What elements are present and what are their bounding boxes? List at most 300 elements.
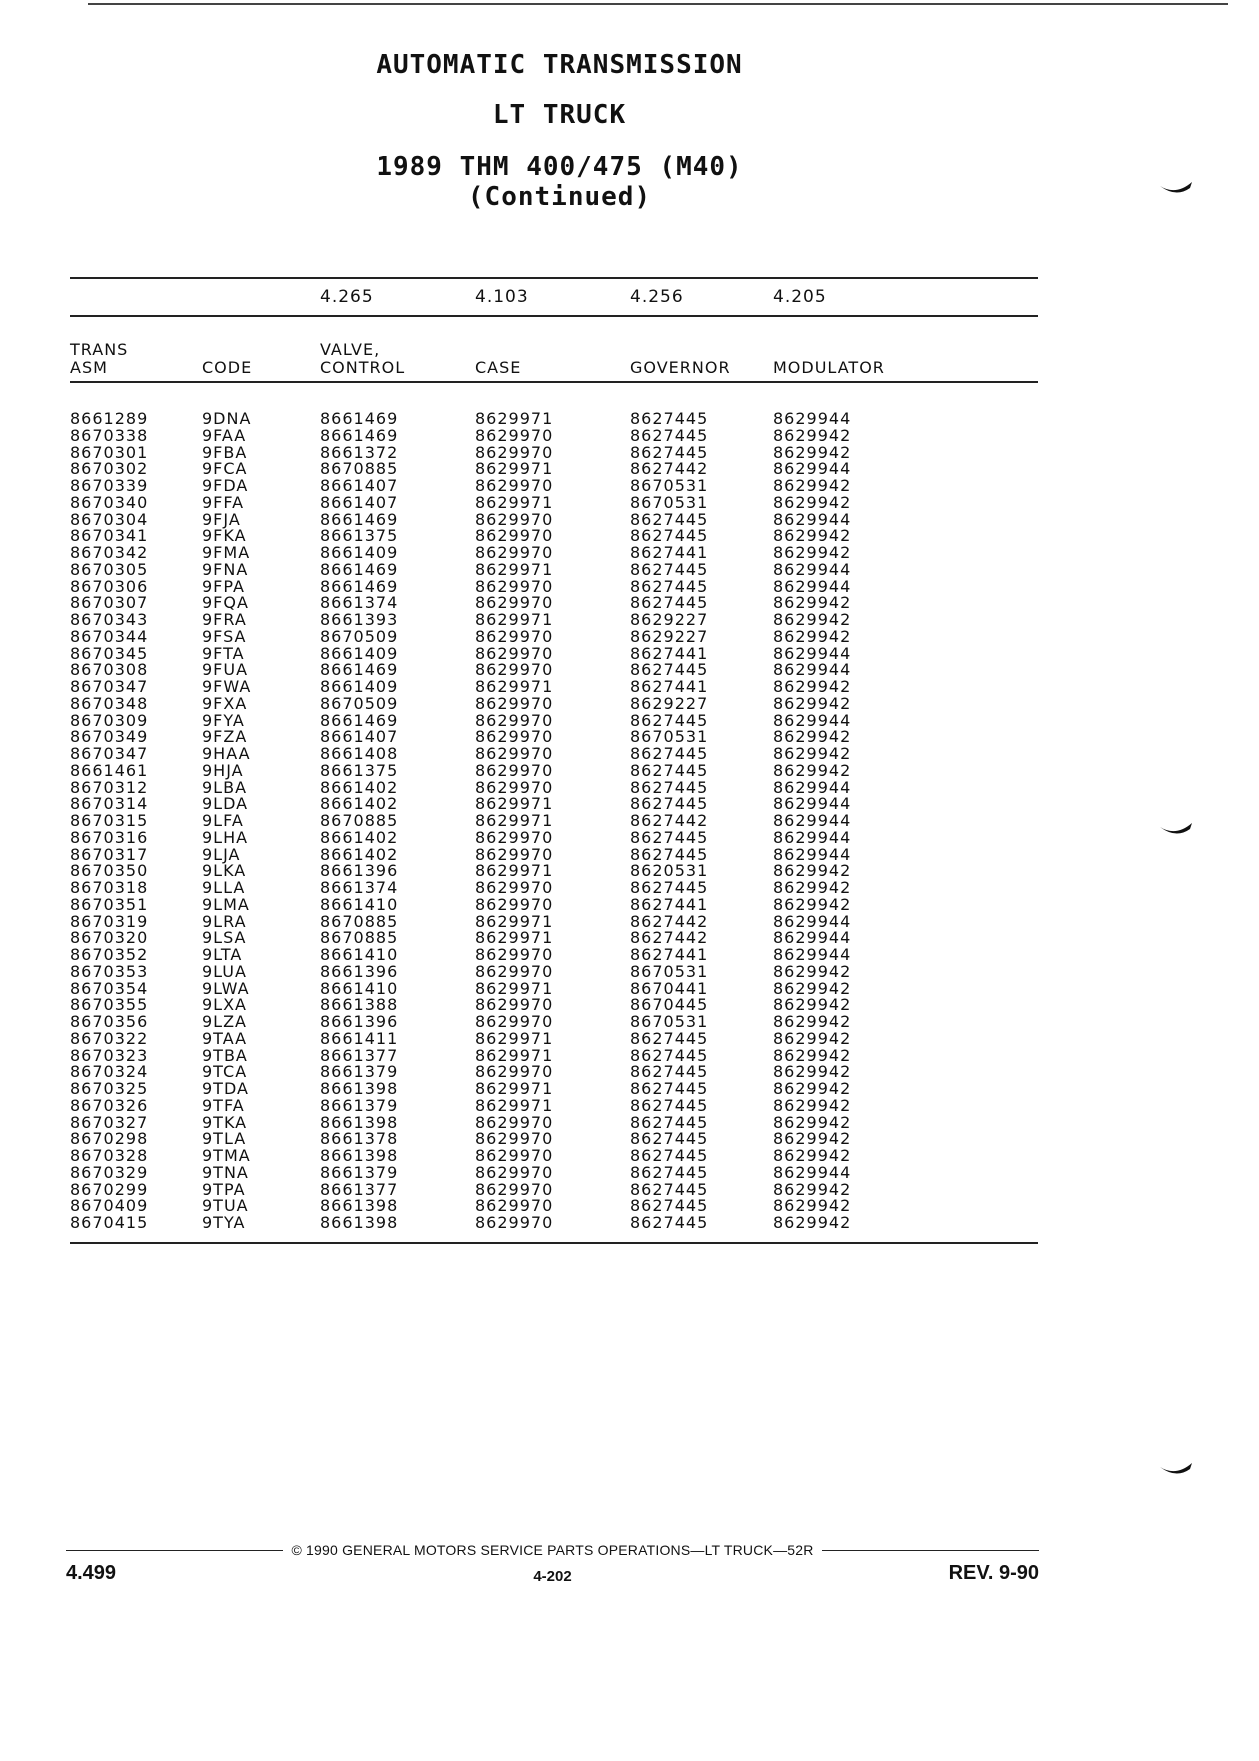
cell-case: 8629970	[475, 995, 554, 1015]
cell-governor: 8670531	[630, 961, 709, 981]
cell-valve-control: 8661410	[320, 978, 399, 998]
cell-valve-control: 8661375	[320, 526, 399, 546]
cell-modulator: 8629942	[773, 1045, 852, 1065]
cell-code: 9LRA	[202, 911, 247, 931]
cell-valve-control: 8661402	[320, 794, 399, 814]
cell-governor: 8627445	[630, 1213, 709, 1232]
cell-valve-control: 8670885	[320, 459, 399, 479]
cell-case: 8629970	[475, 894, 554, 914]
cell-trans-asm: 8670314	[70, 794, 149, 814]
cell-governor: 8627445	[630, 1146, 709, 1165]
cell-governor: 8627445	[630, 1079, 709, 1098]
cell-code: 9FUA	[202, 660, 249, 680]
cell-valve-control: 8670885	[320, 811, 399, 830]
cell-trans-asm: 8661289	[70, 409, 149, 428]
cell-modulator: 8629944	[773, 509, 852, 529]
cell-valve-control: 8661396	[320, 1012, 399, 1031]
cell-modulator: 8629944	[773, 459, 852, 479]
cell-case: 8629971	[475, 861, 554, 881]
cell-code: 9TAA	[202, 1028, 248, 1048]
cell-governor: 8627445	[630, 1129, 709, 1149]
cell-governor: 8627445	[630, 777, 709, 797]
cell-code: 9LUA	[202, 961, 247, 981]
cell-trans-asm: 8670316	[70, 827, 149, 847]
cell-valve-control: 8661408	[320, 744, 399, 763]
cell-valve-control: 8661407	[320, 727, 399, 747]
section-modulator: 4.205	[773, 287, 827, 307]
cell-modulator: 8629942	[773, 610, 852, 629]
cell-governor: 8627445	[630, 576, 709, 596]
cell-modulator: 8629942	[773, 1196, 852, 1216]
cell-valve-control: 8661393	[320, 610, 399, 629]
cell-trans-asm: 8670350	[70, 861, 149, 881]
cell-modulator: 8629942	[773, 961, 852, 981]
cell-code: 9FSA	[202, 626, 247, 646]
cell-code: 9FRA	[202, 610, 247, 629]
cell-code: 9LHA	[202, 827, 249, 847]
cell-valve-control: 8661469	[320, 576, 399, 596]
cell-code: 9TFA	[202, 1095, 245, 1115]
header-trans-asm: TRANS ASM	[70, 340, 129, 377]
cell-modulator: 8629942	[773, 476, 852, 495]
cell-valve-control: 8661469	[320, 660, 399, 680]
cell-case: 8629970	[475, 777, 554, 797]
cell-valve-control: 8661374	[320, 878, 399, 897]
cell-code: 9DNA	[202, 409, 252, 428]
cell-governor: 8670531	[630, 727, 709, 747]
cell-valve-control: 8661398	[320, 1196, 399, 1216]
cell-trans-asm: 8670409	[70, 1196, 149, 1216]
cell-code: 9TDA	[202, 1079, 249, 1098]
cell-modulator: 8629942	[773, 995, 852, 1015]
cell-trans-asm: 8670326	[70, 1095, 149, 1115]
cell-modulator: 8629942	[773, 727, 852, 747]
cell-case: 8629971	[475, 409, 554, 428]
cell-governor: 8627441	[630, 643, 709, 663]
cell-trans-asm: 8670353	[70, 961, 149, 981]
cell-governor: 8670531	[630, 476, 709, 495]
cell-governor: 8627442	[630, 811, 709, 830]
cell-modulator: 8629942	[773, 492, 852, 512]
cell-valve-control: 8661407	[320, 492, 399, 512]
cell-code: 9TLA	[202, 1129, 247, 1149]
cell-case: 8629971	[475, 610, 554, 629]
cell-modulator: 8629942	[773, 1129, 852, 1149]
cell-trans-asm: 8670339	[70, 476, 149, 495]
cell-case: 8629970	[475, 844, 554, 864]
cell-governor: 8629227	[630, 610, 709, 629]
cell-governor: 8627442	[630, 459, 709, 479]
table-row	[70, 1028, 1038, 1048]
cell-trans-asm: 8670308	[70, 660, 149, 680]
cell-case: 8629971	[475, 492, 554, 512]
cell-valve-control: 8661375	[320, 760, 399, 780]
cell-governor: 8627445	[630, 559, 709, 579]
cell-code: 9HJA	[202, 760, 244, 780]
cell-modulator: 8629942	[773, 978, 852, 998]
section-valve: 4.265	[320, 287, 374, 307]
cell-valve-control: 8661469	[320, 425, 399, 445]
table-row	[70, 693, 1038, 713]
cell-valve-control: 8661407	[320, 476, 399, 495]
cell-governor: 8627445	[630, 827, 709, 847]
cell-governor: 8627445	[630, 794, 709, 814]
cell-valve-control: 8661409	[320, 543, 399, 562]
cell-trans-asm: 8670306	[70, 576, 149, 596]
header-governor: GOVERNOR	[630, 358, 731, 377]
cell-case: 8629971	[475, 559, 554, 579]
cell-code: 9LSA	[202, 928, 247, 948]
cell-governor: 8627445	[630, 744, 709, 763]
cell-governor: 8627445	[630, 710, 709, 730]
section-governor: 4.256	[630, 287, 684, 307]
cell-modulator: 8629942	[773, 442, 852, 462]
cell-code: 9LTA	[202, 945, 243, 964]
binder-mark-icon	[1160, 182, 1192, 196]
cell-governor: 8629227	[630, 626, 709, 646]
cell-code: 9HAA	[202, 744, 251, 763]
cell-governor: 8627445	[630, 660, 709, 680]
table-row	[70, 760, 1038, 780]
cell-valve-control: 8661379	[320, 1062, 399, 1082]
cell-trans-asm: 8670315	[70, 811, 149, 830]
cell-code: 9FFA	[202, 492, 245, 512]
cell-code: 9TYA	[202, 1213, 246, 1232]
cell-case: 8629970	[475, 1146, 554, 1165]
section-number-row	[70, 279, 1038, 315]
cell-case: 8629970	[475, 1162, 554, 1182]
cell-modulator: 8629944	[773, 811, 852, 830]
column-header-row	[70, 317, 1038, 381]
cell-code: 9FAA	[202, 425, 247, 445]
cell-case: 8629970	[475, 1012, 554, 1031]
cell-governor: 8627445	[630, 1045, 709, 1065]
cell-trans-asm: 8670415	[70, 1213, 149, 1232]
cell-code: 9LMA	[202, 894, 250, 914]
cell-trans-asm: 8670323	[70, 1045, 149, 1065]
cell-trans-asm: 8670356	[70, 1012, 149, 1031]
cell-valve-control: 8661398	[320, 1146, 399, 1165]
cell-governor: 8627445	[630, 1112, 709, 1132]
cell-governor: 8627445	[630, 593, 709, 613]
cell-code: 9FJA	[202, 509, 241, 529]
cell-case: 8629971	[475, 677, 554, 696]
cell-governor: 8627445	[630, 878, 709, 897]
cell-case: 8629970	[475, 576, 554, 596]
table-row	[70, 1162, 1038, 1182]
cell-valve-control: 8661411	[320, 1028, 399, 1048]
cell-case: 8629970	[475, 660, 554, 680]
title-lt-truck: LT TRUCK	[492, 100, 627, 130]
header-modulator: MODULATOR	[773, 358, 885, 377]
cell-modulator: 8629942	[773, 1179, 852, 1199]
table-bottom-rule	[70, 1242, 1038, 1244]
cell-valve-control: 8661469	[320, 509, 399, 529]
cell-valve-control: 8661378	[320, 1129, 399, 1149]
cell-trans-asm: 8670302	[70, 459, 149, 479]
cell-modulator: 8629942	[773, 861, 852, 881]
cell-case: 8629970	[475, 744, 554, 763]
cell-modulator: 8629944	[773, 643, 852, 663]
cell-trans-asm: 8661461	[70, 760, 149, 780]
table-body	[70, 383, 1038, 1242]
cell-case: 8629970	[475, 760, 554, 780]
top-edge-rule	[88, 3, 1228, 5]
cell-case: 8629970	[475, 1196, 554, 1216]
cell-code: 9TBA	[202, 1045, 248, 1065]
cell-trans-asm: 8670322	[70, 1028, 149, 1048]
cell-governor: 8627445	[630, 1196, 709, 1216]
cell-trans-asm: 8670340	[70, 492, 149, 512]
cell-case: 8629970	[475, 827, 554, 847]
cell-governor: 8627445	[630, 442, 709, 462]
cell-modulator: 8629944	[773, 794, 852, 814]
cell-governor: 8670445	[630, 995, 709, 1015]
cell-case: 8629970	[475, 526, 554, 546]
cell-case: 8629971	[475, 1045, 554, 1065]
cell-governor: 8627445	[630, 1162, 709, 1182]
title-continued-line: (Continued)	[467, 182, 652, 212]
cell-governor: 8627445	[630, 1179, 709, 1199]
cell-trans-asm: 8670309	[70, 710, 149, 730]
cell-governor: 8627445	[630, 760, 709, 780]
cell-modulator: 8629944	[773, 660, 852, 680]
cell-modulator: 8629944	[773, 911, 852, 931]
cell-code: 9TUA	[202, 1196, 249, 1216]
cell-modulator: 8629944	[773, 844, 852, 864]
cell-code: 9TCA	[202, 1062, 248, 1082]
cell-modulator: 8629944	[773, 559, 852, 579]
cell-governor: 8627445	[630, 1028, 709, 1048]
cell-modulator: 8629942	[773, 526, 852, 546]
cell-modulator: 8629944	[773, 945, 852, 964]
cell-valve-control: 8661377	[320, 1045, 399, 1065]
cell-case: 8629971	[475, 794, 554, 814]
cell-trans-asm: 8670347	[70, 677, 149, 696]
cell-valve-control: 8661402	[320, 827, 399, 847]
footer-rule-right	[822, 1550, 1039, 1551]
cell-code: 9TNA	[202, 1162, 249, 1182]
cell-code: 9FMA	[202, 543, 251, 562]
table-row	[70, 626, 1038, 646]
cell-modulator: 8629942	[773, 1079, 852, 1098]
cell-case: 8629970	[475, 425, 554, 445]
cell-case: 8629971	[475, 459, 554, 479]
title-automatic-transmission: AUTOMATIC TRANSMISSION	[376, 50, 743, 80]
cell-valve-control: 8661402	[320, 844, 399, 864]
cell-governor: 8627445	[630, 526, 709, 546]
binder-mark-icon	[1160, 1463, 1192, 1477]
cell-code: 9TKA	[202, 1112, 248, 1132]
cell-trans-asm: 8670349	[70, 727, 149, 747]
cell-modulator: 8629944	[773, 777, 852, 797]
cell-modulator: 8629944	[773, 710, 852, 730]
cell-governor: 8670531	[630, 492, 709, 512]
cell-modulator: 8629942	[773, 626, 852, 646]
cell-valve-control: 8670509	[320, 626, 399, 646]
cell-trans-asm: 8670305	[70, 559, 149, 579]
cell-case: 8629970	[475, 1112, 554, 1132]
cell-governor: 8627445	[630, 509, 709, 529]
header-valve-control: VALVE, CONTROL	[320, 340, 406, 377]
cell-valve-control: 8661398	[320, 1112, 399, 1132]
cell-case: 8629970	[475, 878, 554, 897]
cell-case: 8629971	[475, 1028, 554, 1048]
cell-valve-control: 8661398	[320, 1213, 399, 1232]
cell-case: 8629970	[475, 1213, 554, 1232]
cell-valve-control: 8661409	[320, 643, 399, 663]
cell-code: 9TMA	[202, 1146, 251, 1165]
cell-trans-asm: 8670329	[70, 1162, 149, 1182]
cell-trans-asm: 8670355	[70, 995, 149, 1015]
cell-code: 9FPA	[202, 576, 245, 596]
cell-modulator: 8629944	[773, 827, 852, 847]
cell-valve-control: 8670509	[320, 693, 399, 713]
cell-case: 8629970	[475, 1179, 554, 1199]
cell-code: 9LJA	[202, 844, 241, 864]
cell-trans-asm: 8670301	[70, 442, 149, 462]
cell-code: 9FBA	[202, 442, 248, 462]
cell-case: 8629970	[475, 442, 554, 462]
cell-case: 8629970	[475, 543, 554, 562]
cell-trans-asm: 8670304	[70, 509, 149, 529]
section-page-number: 4.499	[66, 1562, 117, 1584]
cell-code: 9LDA	[202, 794, 249, 814]
cell-trans-asm: 8670299	[70, 1179, 149, 1199]
cell-modulator: 8629942	[773, 1095, 852, 1115]
cell-valve-control: 8670885	[320, 911, 399, 931]
cell-trans-asm: 8670354	[70, 978, 149, 998]
cell-case: 8629971	[475, 928, 554, 948]
cell-valve-control: 8661410	[320, 945, 399, 964]
parts-table	[70, 277, 1038, 1244]
cell-modulator: 8629942	[773, 1012, 852, 1031]
cell-modulator: 8629942	[773, 693, 852, 713]
cell-modulator: 8629942	[773, 543, 852, 562]
section-case: 4.103	[475, 287, 529, 307]
cell-valve-control: 8661409	[320, 677, 399, 696]
header-case: CASE	[475, 358, 522, 377]
cell-code: 9LZA	[202, 1012, 247, 1031]
cell-trans-asm: 8670325	[70, 1079, 149, 1098]
cell-case: 8629970	[475, 961, 554, 981]
table-row	[70, 1215, 1038, 1232]
cell-code: 9FYA	[202, 710, 245, 730]
cell-governor: 8627445	[630, 409, 709, 428]
cell-modulator: 8629942	[773, 1213, 852, 1232]
cell-modulator: 8629942	[773, 593, 852, 613]
cell-valve-control: 8661410	[320, 894, 399, 914]
cell-case: 8629970	[475, 727, 554, 747]
cell-governor: 8670441	[630, 978, 709, 998]
cell-trans-asm: 8670327	[70, 1112, 149, 1132]
cell-modulator: 8629944	[773, 409, 852, 428]
cell-code: 9FXA	[202, 693, 248, 713]
cell-code: 9FCA	[202, 459, 248, 479]
cell-case: 8629970	[475, 626, 554, 646]
cell-trans-asm: 8670338	[70, 425, 149, 445]
cell-governor: 8627441	[630, 677, 709, 696]
cell-modulator: 8629942	[773, 677, 852, 696]
cell-trans-asm: 8670317	[70, 844, 149, 864]
cell-case: 8629970	[475, 476, 554, 495]
cell-modulator: 8629944	[773, 1162, 852, 1182]
cell-trans-asm: 8670319	[70, 911, 149, 931]
title-model-line: 1989 THM 400/475 (M40)	[376, 152, 743, 182]
cell-modulator: 8629942	[773, 744, 852, 763]
table-row	[70, 827, 1038, 847]
cell-trans-asm: 8670351	[70, 894, 149, 914]
cell-case: 8629970	[475, 693, 554, 713]
cell-code: 9LWA	[202, 978, 250, 998]
cell-valve-control: 8661398	[320, 1079, 399, 1098]
cell-trans-asm: 8670342	[70, 543, 149, 562]
cell-trans-asm: 8670352	[70, 945, 149, 964]
cell-governor: 8627441	[630, 894, 709, 914]
cell-trans-asm: 8670324	[70, 1062, 149, 1082]
cell-trans-asm: 8670307	[70, 593, 149, 613]
cell-case: 8629970	[475, 1062, 554, 1082]
cell-modulator: 8629942	[773, 760, 852, 780]
cell-code: 9FQA	[202, 593, 249, 613]
cell-case: 8629970	[475, 945, 554, 964]
cell-governor: 8620531	[630, 861, 709, 881]
cell-governor: 8627442	[630, 911, 709, 931]
cell-modulator: 8629942	[773, 878, 852, 897]
cell-governor: 8670531	[630, 1012, 709, 1031]
cell-valve-control: 8661469	[320, 559, 399, 579]
cell-governor: 8627442	[630, 928, 709, 948]
cell-case: 8629970	[475, 1129, 554, 1149]
cell-code: 9TPA	[202, 1179, 246, 1199]
cell-trans-asm: 8670298	[70, 1129, 149, 1149]
cell-code: 9LBA	[202, 777, 248, 797]
cell-code: 9FTA	[202, 643, 245, 663]
cell-case: 8629971	[475, 1095, 554, 1115]
cell-code: 9FNA	[202, 559, 249, 579]
cell-valve-control: 8661372	[320, 442, 399, 462]
cell-modulator: 8629944	[773, 928, 852, 948]
cell-case: 8629970	[475, 593, 554, 613]
cell-trans-asm: 8670348	[70, 693, 149, 713]
cell-code: 9FKA	[202, 526, 247, 546]
table-row	[70, 492, 1038, 512]
cell-trans-asm: 8670320	[70, 928, 149, 948]
table-row	[70, 894, 1038, 914]
footer-rule-left	[66, 1550, 283, 1551]
binder-mark-icon	[1160, 823, 1192, 837]
cell-case: 8629971	[475, 911, 554, 931]
cell-trans-asm: 8670318	[70, 878, 149, 897]
header-code: CODE	[202, 358, 253, 377]
table-row	[70, 425, 1038, 445]
cell-valve-control: 8661374	[320, 593, 399, 613]
cell-modulator: 8629942	[773, 1112, 852, 1132]
cell-trans-asm: 8670328	[70, 1146, 149, 1165]
cell-valve-control: 8661379	[320, 1095, 399, 1115]
page-number: 4-202	[533, 1568, 572, 1585]
cell-code: 9LLA	[202, 878, 246, 897]
table-row	[70, 961, 1038, 981]
cell-case: 8629970	[475, 710, 554, 730]
title-model	[0, 152, 1189, 212]
cell-valve-control: 8661388	[320, 995, 399, 1015]
cell-valve-control: 8661377	[320, 1179, 399, 1199]
cell-trans-asm: 8670347	[70, 744, 149, 763]
cell-governor: 8627445	[630, 844, 709, 864]
cell-modulator: 8629942	[773, 1146, 852, 1165]
cell-case: 8629971	[475, 1079, 554, 1098]
